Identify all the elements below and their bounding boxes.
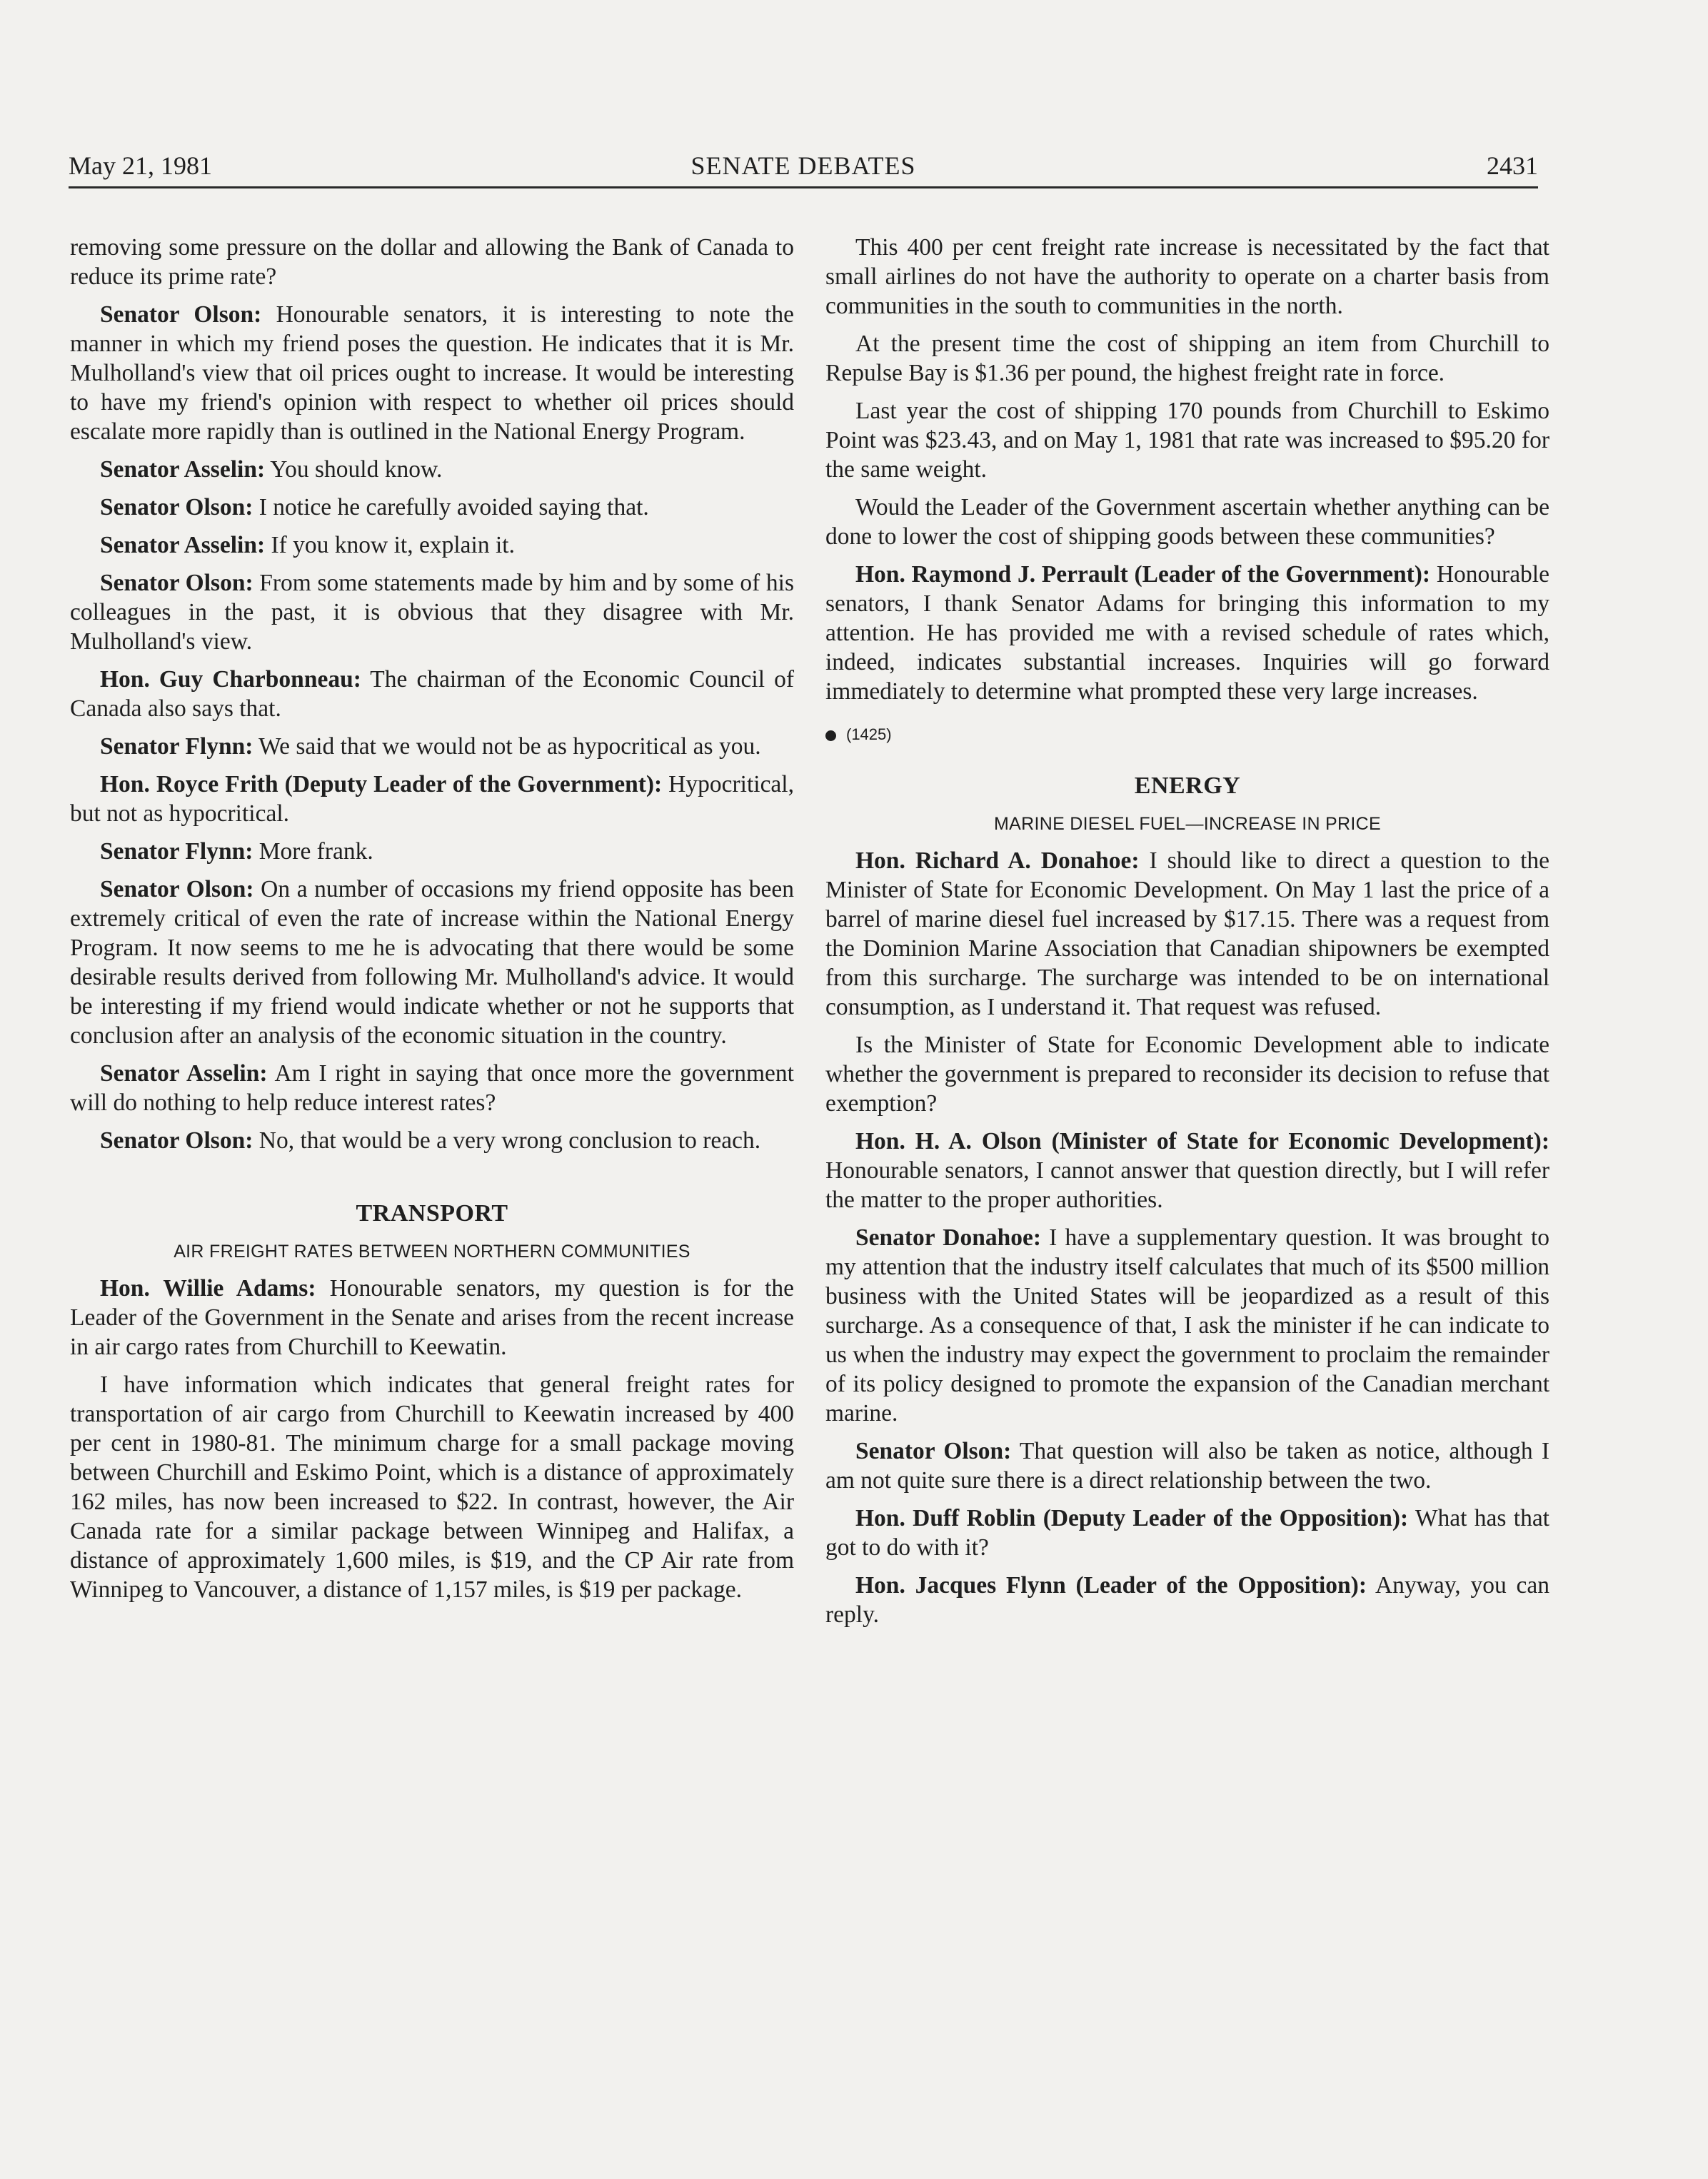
speaker-name: Hon. Richard A. Donahoe:	[855, 847, 1140, 874]
speech-paragraph	[70, 837, 794, 866]
speech-paragraph	[70, 493, 794, 522]
subheading: AIR FREIGHT RATES BETWEEN NORTHERN COMMUNITIES	[174, 1242, 690, 1262]
paragraph: Last year the cost of shipping 170 pounds from Churchill to Eskimo Point was $23.43, and on May 1, 1981 that rate was increased to $95.20 for the same weight.	[825, 398, 1549, 483]
speech-text: We said that we would not be as hypocritical as you.	[253, 733, 761, 760]
speaker-name: Hon. Jacques Flynn (Leader of the Opposition):	[855, 1572, 1367, 1599]
page-header	[69, 146, 1538, 186]
time-marker	[825, 720, 1549, 749]
speech-text: I should like to direct a question to the Minister of State for Economic Development. On May 1 last the price of a barrel of marine diesel fuel increased by $17.15. There was a request from the Dominion Marine Association that Canadian shipowners be exempted from this surcharge. The surcharge was intended to be on international consumption, as I understand it. That request was refused.	[825, 847, 1549, 1020]
speech-text: Anyway, you can reply.	[825, 1572, 1549, 1628]
page-number: 2431	[1487, 151, 1538, 180]
speaker-name: Hon. Raymond J. Perrault (Leader of the Government):	[855, 561, 1431, 588]
speech-text: I have a supplementary question. It was brought to my attention that the industry itself calculates that much of its $500 million business with the United States will be jeopardized as a result of this surcharge. As a consequence of that, I ask the minister if he can indicate to us when the industry may expect the government to proclaim the remainder of its policy designed to promote the expansion of the Canadian merchant marine.	[825, 1224, 1549, 1426]
speaker-name: Senator Donahoe:	[855, 1224, 1041, 1251]
paragraph: Would the Leader of the Government ascertain whether anything can be done to lower the cost of shipping goods between these communities?	[825, 494, 1549, 550]
section-title-transport: TRANSPORT	[356, 1200, 508, 1227]
speech-text: Honourable senators, I cannot answer that question directly, but I will refer the matter to the proper authorities.	[825, 1157, 1549, 1213]
speaker-name: Senator Olson:	[100, 494, 253, 520]
paragraph: removing some pressure on the dollar and allowing the Bank of Canada to reduce its prime rate?	[70, 234, 794, 290]
speech-paragraph	[825, 1223, 1549, 1428]
speech-paragraph	[825, 1504, 1549, 1562]
speech-paragraph	[825, 560, 1549, 706]
speech-paragraph	[70, 568, 794, 656]
speech-text: The chairman of the Economic Council of Canada also says that.	[70, 666, 794, 722]
speech-text: No, that would be a very wrong conclusion to reach.	[253, 1127, 761, 1154]
speech-paragraph	[825, 1571, 1549, 1629]
speaker-name: Senator Olson:	[100, 570, 253, 596]
speaker-name: Senator Flynn:	[100, 733, 253, 760]
subheading: MARINE DIESEL FUEL—INCREASE IN PRICE	[994, 814, 1381, 834]
speech-text: I notice he carefully avoided saying that.	[253, 494, 649, 520]
paragraph: Is the Minister of State for Economic Development able to indicate whether the government is prepared to reconsider its decision to refuse that exemption?	[825, 1032, 1549, 1117]
speaker-name: Senator Asselin:	[100, 1060, 268, 1087]
header-rule	[69, 186, 1538, 188]
speech-paragraph	[70, 875, 794, 1050]
header-date: May 21, 1981	[69, 151, 212, 180]
speech-paragraph	[70, 665, 794, 723]
speech-text: Honourable senators, I thank Senator Adams for bringing this information to my attention. He has provided me with a revised schedule of rates which, indeed, indicates substantial increases. Inquiries will go forward immediately to determine what prompted these very large increases.	[825, 561, 1549, 705]
speaker-name: Senator Asselin:	[100, 456, 266, 483]
speech-text: What has that got to do with it?	[825, 1505, 1549, 1561]
speech-paragraph	[70, 770, 794, 828]
speech-text: More frank.	[253, 838, 373, 865]
speech-paragraph	[825, 1436, 1549, 1495]
speaker-name: Senator Olson:	[100, 876, 254, 902]
paragraph: At the present time the cost of shipping an item from Churchill to Repulse Bay is $1.36 per pound, the highest freight rate in force.	[825, 331, 1549, 386]
speech-text: Honourable senators, it is interesting to note the manner in which my friend poses the question. He indicates that it is Mr. Mulholland's view that oil prices ought to increase. It would be interesting to have my friend's opinion with respect to whether oil prices should escalate more rapidly than is outlined in the National Energy Program.	[70, 301, 794, 445]
left-column	[70, 233, 794, 1613]
section-title-energy: ENERGY	[1134, 773, 1241, 799]
right-column	[825, 233, 1549, 1638]
speaker-name: Senator Olson:	[855, 1438, 1012, 1464]
speaker-name: Hon. Duff Roblin (Deputy Leader of the Opposition):	[855, 1505, 1409, 1531]
speech-text: On a number of occasions my friend opposite has been extremely critical of even the rate of increase within the National Energy Program. It now seems to me he is advocating that there would be some desirable results derived from following Mr. Mulholland's advice. It would be interesting if my friend would indicate whether or not he supports that conclusion after an analysis of the economic situation in the country.	[70, 876, 794, 1049]
bullet-icon	[825, 730, 836, 741]
speech-text: That question will also be taken as notice, although I am not quite sure there is a direct relationship between the two.	[825, 1438, 1549, 1494]
speech-paragraph	[70, 300, 794, 446]
speech-paragraph	[825, 846, 1549, 1022]
speech-text: If you know it, explain it.	[265, 532, 515, 558]
speech-text: Honourable senators, my question is for the Leader of the Government in the Senate and arises from the recent increase in air cargo rates from Churchill to Keewatin.	[70, 1275, 795, 1360]
speech-paragraph	[70, 455, 794, 484]
speech-paragraph	[70, 1126, 794, 1155]
speech-paragraph	[70, 1274, 794, 1362]
speaker-name: Hon. H. A. Olson (Minister of State for Economic Development):	[855, 1128, 1549, 1154]
speaker-name: Hon. Willie Adams:	[100, 1275, 316, 1302]
speaker-name: Senator Olson:	[100, 1127, 253, 1154]
paragraph: This 400 per cent freight rate increase is necessitated by the fact that small airlines do not have the authority to operate on a charter basis from communities in the south to communities in the north.	[825, 234, 1549, 319]
speech-paragraph	[70, 732, 794, 761]
speaker-name: Senator Olson:	[100, 301, 262, 328]
speech-paragraph	[70, 530, 794, 560]
speech-text: Hypocritical, but not as hypocritical.	[70, 771, 794, 827]
speech-text: You should know.	[265, 456, 443, 483]
speech-paragraph	[825, 1127, 1549, 1214]
speaker-name: Hon. Guy Charbonneau:	[100, 666, 361, 693]
speech-text: Am I right in saying that once more the government will do nothing to help reduce interest rates?	[70, 1060, 794, 1116]
speaker-name: Hon. Royce Frith (Deputy Leader of the Government):	[100, 771, 663, 797]
speaker-name: Senator Asselin:	[100, 532, 266, 558]
header-title: SENATE DEBATES	[690, 151, 916, 180]
time-marker-text: (1425)	[846, 725, 892, 743]
speaker-name: Senator Flynn:	[100, 838, 253, 865]
speech-paragraph	[70, 1059, 794, 1117]
paragraph: I have information which indicates that general freight rates for transportation of air cargo from Churchill to Keewatin increased by 400 per cent in 1980-81. The minimum charge for a small package moving between Churchill and Eskimo Point, which is a distance of approximately 162 miles, has now been increased to $22. In contrast, however, the Air Canada rate for a similar package between Winnipeg and Halifax, a distance of approximately 1,600 miles, is $19, and the CP Air rate from Winnipeg to Vancouver, a distance of 1,157 miles, is $19 per package.	[70, 1372, 794, 1603]
speech-text: From some statements made by him and by some of his colleagues in the past, it is obvious that they disagree with Mr. Mulholland's view.	[70, 570, 794, 655]
